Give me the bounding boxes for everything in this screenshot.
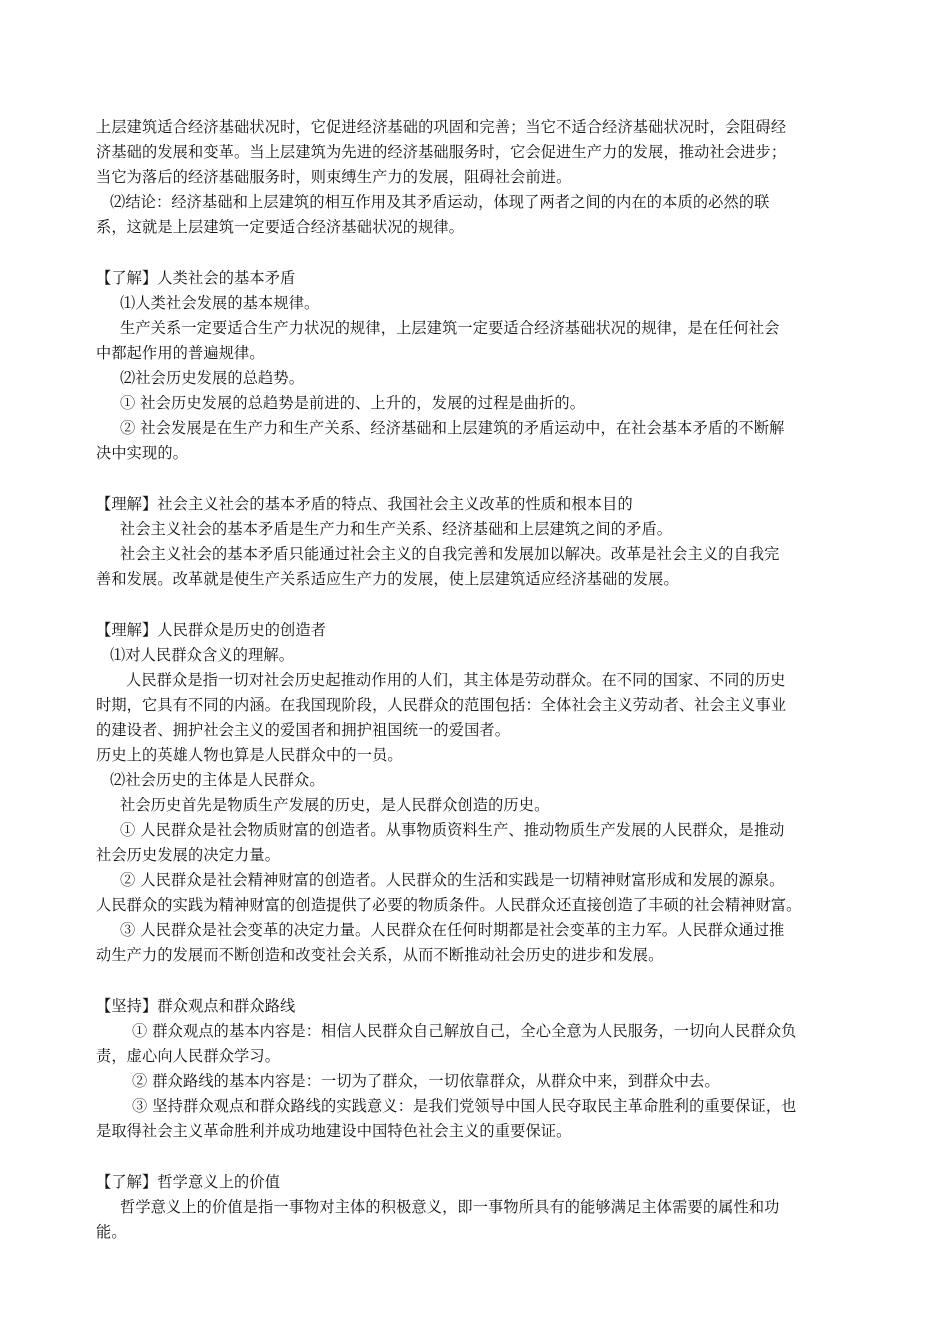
section3-line-9: 社会历史发展的决定力量。: [96, 846, 281, 864]
section-heading-people-creators: 【理解】人民群众是历史的创造者: [96, 621, 327, 639]
section-heading-mass-line: 【坚持】群众观点和群众路线: [96, 997, 296, 1015]
section-heading-value: 【了解】哲学意义上的价值: [96, 1173, 281, 1191]
section1-line-7: 决中实现的。: [96, 444, 189, 462]
section1-line-2: 生产关系一定要适合生产力状况的规律，上层建筑一定要适合经济基础状况的规律，是在任何社会: [120, 319, 780, 337]
section3-line-4: 的建设者、拥护社会主义的爱国者和拥护祖国统一的爱国者。: [96, 721, 511, 739]
section-heading-basic-contradiction: 【了解】人类社会的基本矛盾: [96, 269, 296, 287]
section4-line-1: ① 群众观点的基本内容是：相信人民群众自己解放自己，全心全意为人民服务，一切向人民群众负: [132, 1022, 797, 1040]
intro-line-2: 济基础的发展和变革。当上层建筑为先进的经济基础服务时，它会促进生产力的发展，推动社会进步；: [96, 143, 787, 161]
section1-line-4: ⑵社会历史发展的总趋势。: [120, 369, 305, 387]
section5-line-1: 哲学意义上的价值是指一事物对主体的积极意义，即一事物所具有的能够满足主体需要的属性和功: [120, 1198, 780, 1216]
section3-line-6: ⑵社会历史的主体是人民群众。: [110, 771, 325, 789]
section1-line-5: ① 社会历史发展的总趋势是前进的、上升的，发展的过程是曲折的。: [120, 394, 586, 412]
section1-line-3: 中都起作用的普遍规律。: [96, 344, 265, 362]
section3-line-1: ⑴对人民群众含义的理解。: [110, 646, 295, 664]
section4-line-3: ② 群众路线的基本内容是：一切为了群众，一切依靠群众，从群众中来，到群众中去。: [132, 1072, 720, 1090]
intro-line-1: 上层建筑适合经济基础状况时，它促进经济基础的巩固和完善；当它不适合经济基础状况时，会阻碍经: [96, 118, 787, 136]
intro-line-4: ⑵结论：经济基础和上层建筑的相互作用及其矛盾运动，体现了两者之间的内在的本质的必然的联: [110, 193, 770, 211]
section3-line-5: 历史上的英雄人物也算是人民群众中的一员。: [96, 746, 403, 764]
section3-line-7: 社会历史首先是物质生产发展的历史，是人民群众创造的历史。: [120, 796, 550, 814]
intro-line-5: 系，这就是上层建筑一定要适合经济基础状况的规律。: [96, 218, 465, 236]
section3-line-11: 人民群众的实践为精神财富的创造提供了必要的物质条件。人民群众还直接创造了丰硕的社会精神财富。: [96, 896, 802, 914]
section4-line-5: 是取得社会主义革命胜利并成功地建设中国特色社会主义的重要保证。: [96, 1122, 572, 1140]
section-heading-socialist-contradiction: 【理解】社会主义社会的基本矛盾的特点、我国社会主义改革的性质和根本目的: [96, 495, 633, 513]
section3-line-2: 人民群众是指一切对社会历史起推动作用的人们，其主体是劳动群众。在不同的国家、不同的历史: [126, 671, 786, 689]
section5-line-2: 能。: [96, 1223, 127, 1241]
intro-line-3: 当它为落后的经济基础服务时，则束缚生产力的发展，阻碍社会前进。: [96, 168, 572, 186]
section1-line-1: ⑴人类社会发展的基本规律。: [120, 294, 320, 312]
section3-line-10: ② 人民群众是社会精神财富的创造者。人民群众的生活和实践是一切精神财富形成和发展的源泉。: [120, 871, 785, 889]
section3-line-12: ③ 人民群众是社会变革的决定力量。人民群众在任何时期都是社会变革的主力军。人民群众通过推: [120, 921, 785, 939]
section1-line-6: ② 社会发展是在生产力和生产关系、经济基础和上层建筑的矛盾运动中，在社会基本矛盾的不断解: [120, 419, 785, 437]
section2-line-2: 社会主义社会的基本矛盾只能通过社会主义的自我完善和发展加以解决。改革是社会主义的自我完: [120, 545, 780, 563]
section3-line-3: 时期，它具有不同的内涵。在我国现阶段，人民群众的范围包括：全体社会主义劳动者、社会主义事业: [96, 696, 787, 714]
section2-line-3: 善和发展。改革就是使生产关系适应生产力的发展，使上层建筑适应经济基础的发展。: [96, 570, 679, 588]
section2-line-1: 社会主义社会的基本矛盾是生产力和生产关系、经济基础和上层建筑之间的矛盾。: [120, 520, 673, 538]
section3-line-13: 动生产力的发展而不断创造和改变社会关系，从而不断推动社会历史的进步和发展。: [96, 946, 664, 964]
section4-line-2: 责，虚心向人民群众学习。: [96, 1047, 281, 1065]
section3-line-8: ① 人民群众是社会物质财富的创造者。从事物质资料生产、推动物质生产发展的人民群众，是推动: [120, 821, 785, 839]
section4-line-4: ③ 坚持群众观点和群众路线的实践意义：是我们党领导中国人民夺取民主革命胜利的重要保证，也: [132, 1097, 797, 1115]
